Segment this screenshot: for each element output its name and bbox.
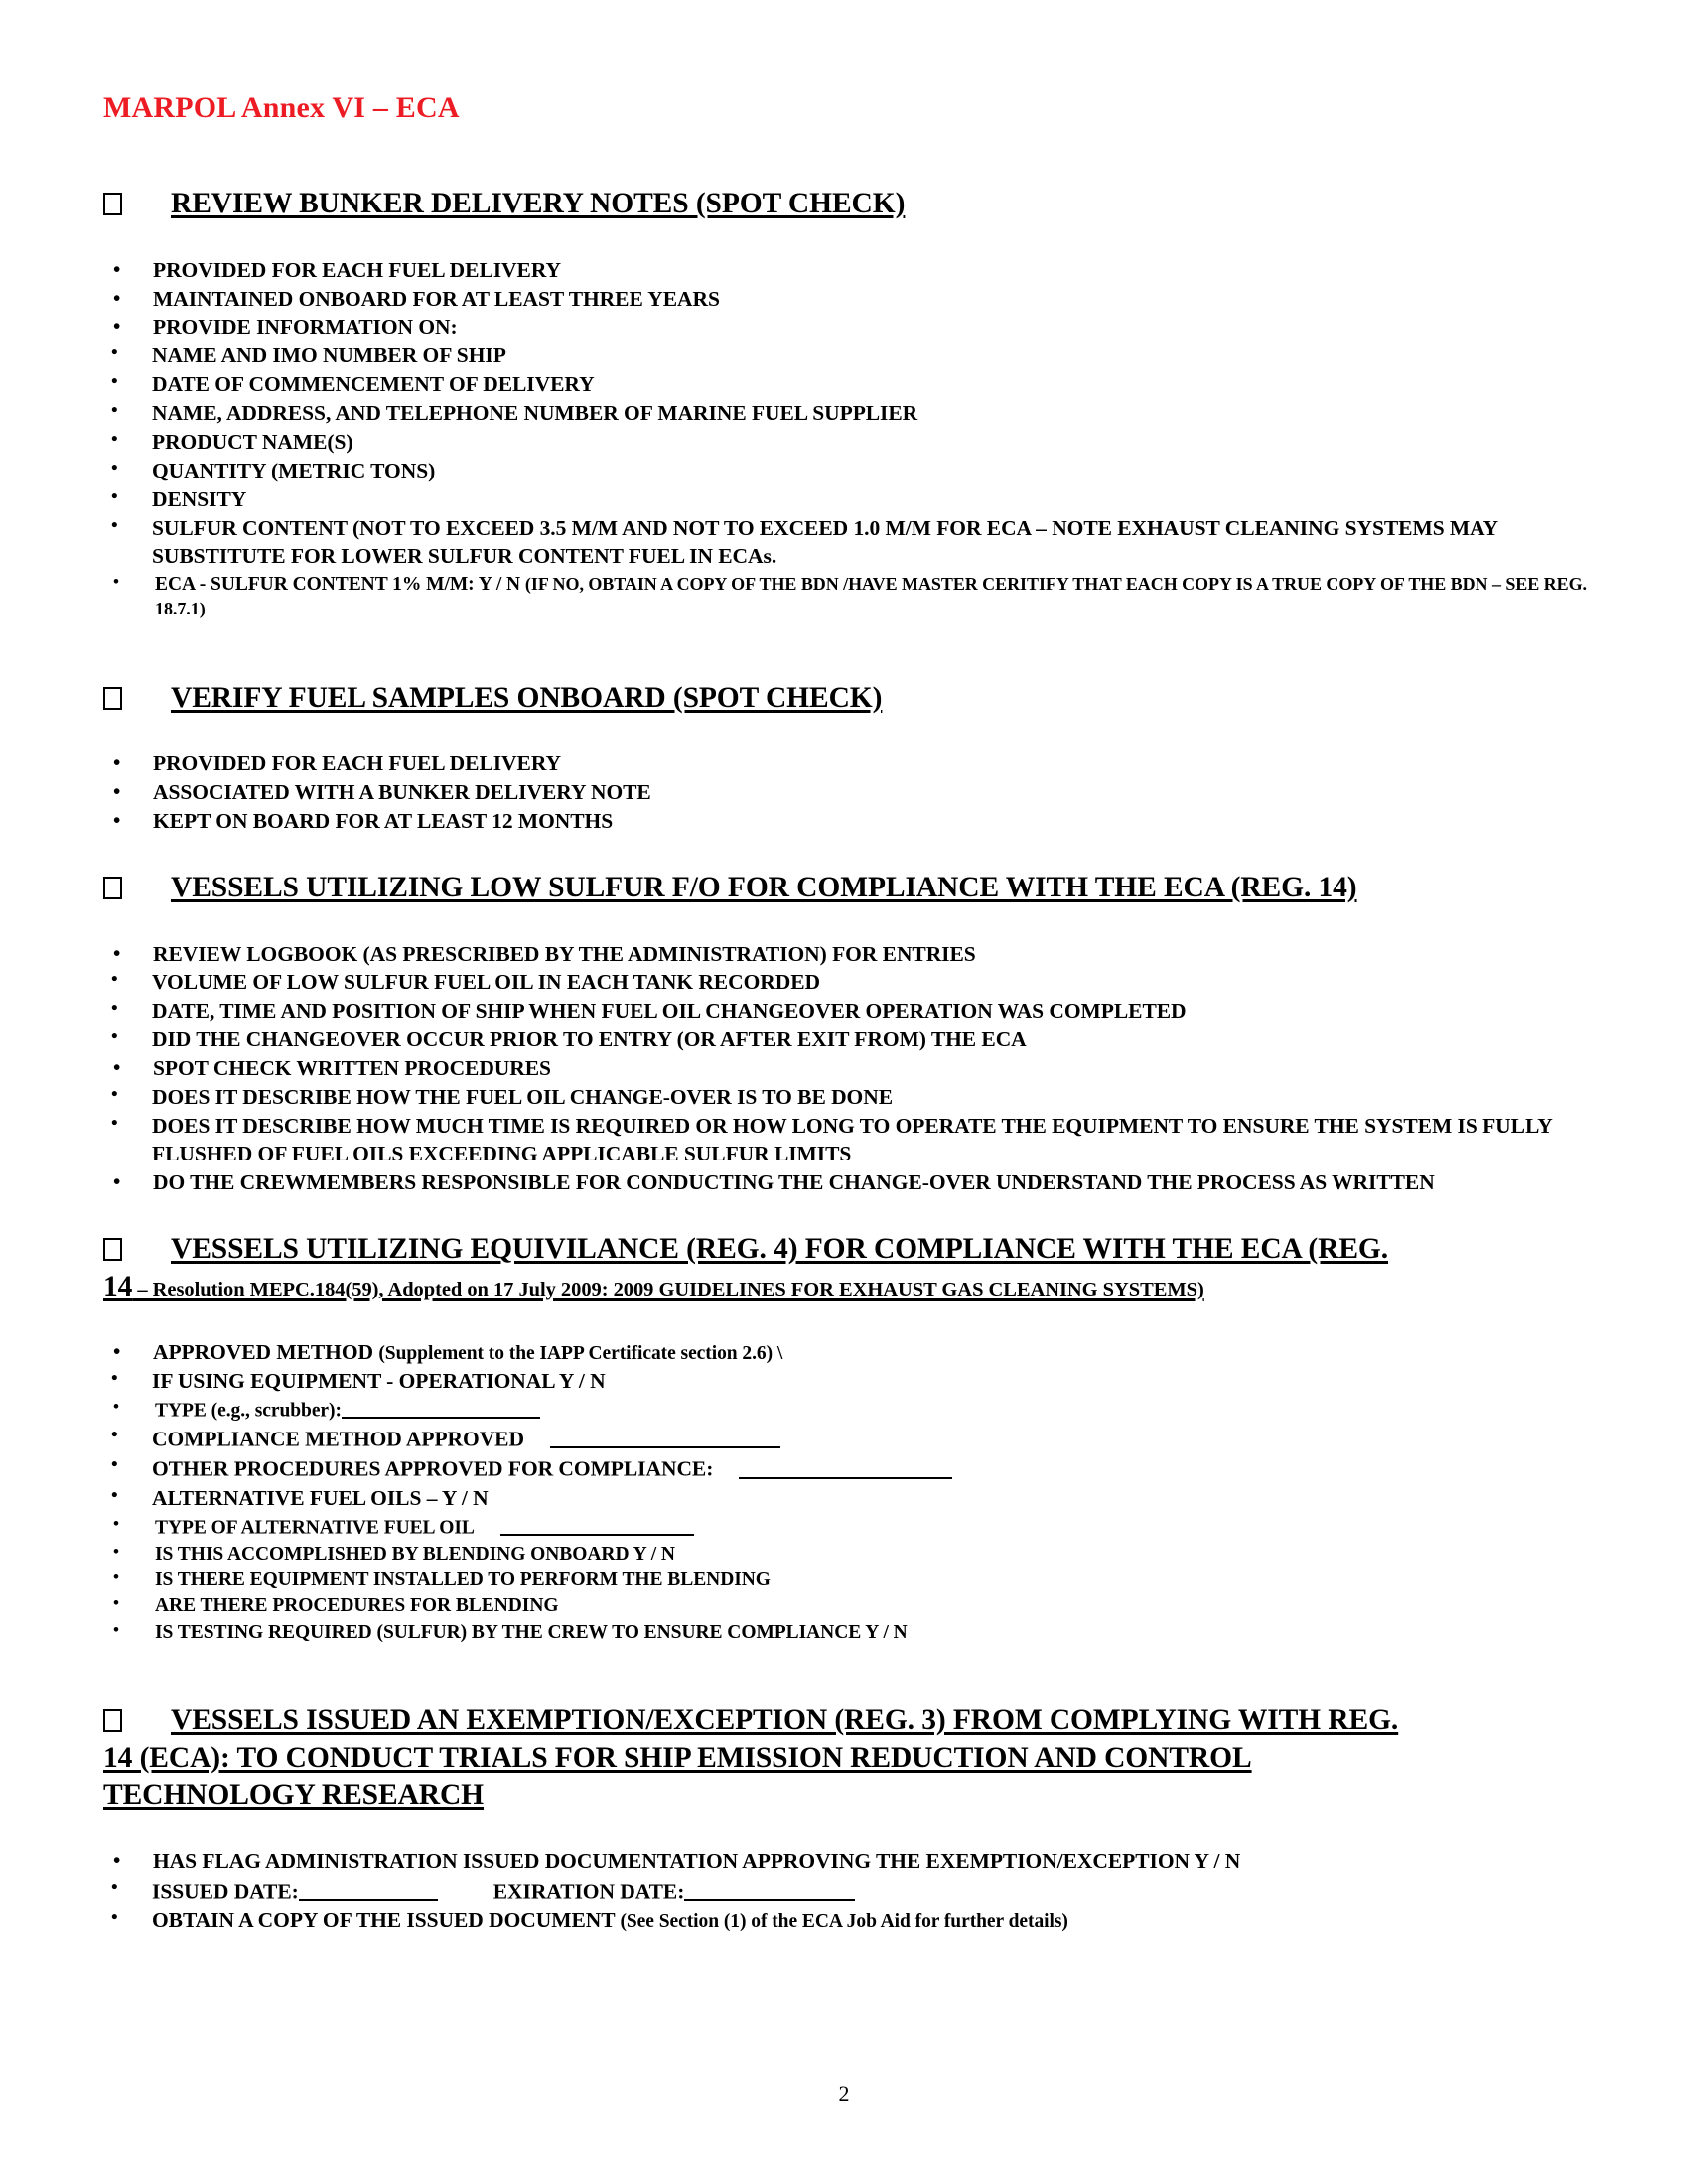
list-item: • DOES IT DESCRIBE HOW MUCH TIME IS REQUIRED OR HOW LONG TO OPERATE THE EQUIPMENT TO ENSURE THE SYSTEM IS FULLY FLUSHED OF FUEL OILS EXCEEDING APPLICABLE SULFUR LIMITS: [103, 1113, 1611, 1168]
empty-checkbox-icon[interactable]: [103, 877, 122, 899]
list-item: • MAINTAINED ONBOARD FOR AT LEAST THREE YEARS: [103, 286, 1611, 314]
list-item: • QUANTITY (METRIC TONS): [103, 458, 1611, 485]
section-4-subsubsublist: [103, 1568, 1611, 1645]
section-5-list: [103, 1848, 1611, 1935]
list-item: • ALTERNATIVE FUEL OILS – Y / N: [103, 1485, 1611, 1513]
empty-checkbox-icon[interactable]: [103, 687, 122, 710]
list-item-text: OBTAIN A COPY OF THE ISSUED DOCUMENT: [152, 1908, 621, 1933]
list-item: • PROVIDE INFORMATION ON:: [103, 314, 1611, 341]
empty-checkbox-icon[interactable]: [103, 193, 122, 215]
list-item: [103, 1907, 1611, 1935]
heading-reg-number: 14: [103, 1270, 133, 1302]
section-4-subsublist-a: [103, 1397, 1611, 1424]
list-item: [103, 1514, 1611, 1541]
list-item-text: OTHER PROCEDURES APPROVED FOR COMPLIANCE:: [152, 1456, 714, 1481]
list-item: • REVIEW LOGBOOK (AS PRESCRIBED BY THE ADMINISTRATION) FOR ENTRIES: [103, 941, 1611, 969]
type-fill-in-blank[interactable]: [342, 1397, 540, 1419]
list-item-note: (e.g., scrubber):: [211, 1400, 342, 1422]
section-heading-vessels-low-sulfur-fo: [103, 870, 1611, 906]
list-item: • KEPT ON BOARD FOR AT LEAST 12 MONTHS: [103, 808, 1611, 836]
list-item: • NAME, ADDRESS, AND TELEPHONE NUMBER OF MARINE FUEL SUPPLIER: [103, 400, 1611, 428]
list-item: • DID THE CHANGEOVER OCCUR PRIOR TO ENTRY (OR AFTER EXIT FROM) THE ECA: [103, 1026, 1611, 1054]
issued-date-label: ISSUED DATE:: [152, 1879, 299, 1904]
section-3-sublist-b: [103, 1084, 1611, 1168]
list-item: • DO THE CREWMEMBERS RESPONSIBLE FOR CONDUCTING THE CHANGE-OVER UNDERSTAND THE PROCESS AS WRITTEN: [103, 1169, 1611, 1197]
section-heading-text: VESSELS UTILIZING EQUIVILANCE (REG. 4) FOR COMPLIANCE WITH THE ECA (REG.: [171, 1232, 1389, 1265]
list-item: [103, 1877, 1611, 1907]
list-item: • ARE THERE PROCEDURES FOR BLENDING: [103, 1593, 1611, 1618]
list-item: • NAME AND IMO NUMBER OF SHIP: [103, 342, 1611, 370]
section-heading-text: REVIEW BUNKER DELIVERY NOTES (SPOT CHECK): [171, 188, 906, 219]
list-item-note: (Supplement to the IAPP Certificate section 2.6) \: [378, 1343, 783, 1365]
list-item: [103, 1425, 1611, 1454]
section-3-sublist-a: [103, 969, 1611, 1054]
list-item: • SPOT CHECK WRITTEN PROCEDURES: [103, 1055, 1611, 1083]
section-5-sublist: [103, 1877, 1611, 1935]
section-1-sublist: [103, 342, 1611, 621]
other-procedures-fill-in-blank[interactable]: [739, 1454, 952, 1479]
section-heading-text: VESSELS ISSUED AN EXEMPTION/EXCEPTION (REG. 3) FROM COMPLYING WITH REG.: [171, 1704, 1399, 1736]
section-heading-review-bunker-delivery-notes: [103, 186, 1611, 222]
page-number: 2: [838, 2081, 850, 2106]
section-heading-continuation: [103, 1269, 1611, 1305]
list-item: • HAS FLAG ADMINISTRATION ISSUED DOCUMENTATION APPROVING THE EXEMPTION/EXCEPTION Y / N: [103, 1848, 1611, 1876]
list-item: • DOES IT DESCRIBE HOW THE FUEL OIL CHANGE-OVER IS TO BE DONE: [103, 1084, 1611, 1112]
section-heading-vessels-exemption-exception: [103, 1703, 1611, 1814]
section-3-list: [103, 941, 1611, 1197]
list-item: [103, 1339, 1611, 1367]
list-item-text: APPROVED METHOD: [153, 1340, 379, 1365]
list-item: [103, 572, 1611, 622]
list-item: • PROVIDED FOR EACH FUEL DELIVERY: [103, 751, 1611, 778]
section-heading-verify-fuel-samples-onboard: [103, 680, 1611, 717]
alternative-fuel-oil-fill-in-blank[interactable]: [500, 1514, 694, 1536]
list-item: • IS THERE EQUIPMENT INSTALLED TO PERFORM THE BLENDING: [103, 1568, 1611, 1592]
section-1-list: [103, 257, 1611, 622]
list-item: • PROVIDED FOR EACH FUEL DELIVERY: [103, 257, 1611, 285]
list-item: • IS TESTING REQUIRED (SULFUR) BY THE CREW TO ENSURE COMPLIANCE Y / N: [103, 1620, 1611, 1645]
list-item: [103, 1397, 1611, 1424]
issued-date-fill-in-blank[interactable]: [299, 1877, 438, 1902]
list-item-text: ECA - SULFUR CONTENT 1% M/M: Y / N: [155, 573, 525, 595]
section-heading-text: VESSELS UTILIZING LOW SULFUR F/O FOR COMPLIANCE WITH THE ECA (REG. 14): [171, 871, 1357, 903]
list-item: • IF USING EQUIPMENT - OPERATIONAL Y / N: [103, 1368, 1611, 1396]
expiration-date-label: EXIRATION DATE:: [492, 1879, 685, 1904]
list-item: • VOLUME OF LOW SULFUR FUEL OIL IN EACH TANK RECORDED: [103, 969, 1611, 997]
section-heading-line3: TECHNOLOGY RESEARCH: [103, 1779, 485, 1812]
list-item-note: (See Section (1) of the ECA Job Aid for further details): [620, 1911, 1068, 1933]
empty-checkbox-icon[interactable]: [103, 1238, 122, 1261]
list-item: • DATE, TIME AND POSITION OF SHIP WHEN FUEL OIL CHANGEOVER OPERATION WAS COMPLETED: [103, 998, 1611, 1025]
section-2-list: [103, 751, 1611, 836]
section-4-sublist: [103, 1368, 1611, 1645]
section-heading-line2: 14 (ECA): TO CONDUCT TRIALS FOR SHIP EMISSION REDUCTION AND CONTROL: [103, 1741, 1252, 1774]
list-item: • DATE OF COMMENCEMENT OF DELIVERY: [103, 371, 1611, 399]
list-item-text: TYPE: [155, 1400, 211, 1422]
list-item: [103, 1454, 1611, 1484]
list-item: • IS THIS ACCOMPLISHED BY BLENDING ONBOARD Y / N: [103, 1542, 1611, 1567]
list-item: • SULFUR CONTENT (NOT TO EXCEED 3.5 M/M AND NOT TO EXCEED 1.0 M/M FOR ECA – NOTE EXHAUST CLEANING SYSTEMS MAY SUBSTITUTE FOR LOWER SULFUR CONTENT FUEL IN ECAs.: [103, 515, 1611, 571]
list-item-text: COMPLIANCE METHOD APPROVED: [152, 1427, 524, 1451]
expiration-date-fill-in-blank[interactable]: [684, 1877, 855, 1902]
section-heading-text: VERIFY FUEL SAMPLES ONBOARD (SPOT CHECK): [171, 681, 883, 714]
list-item: • DENSITY: [103, 486, 1611, 514]
compliance-method-fill-in-blank[interactable]: [550, 1425, 780, 1449]
list-item-text: TYPE OF ALTERNATIVE FUEL OIL: [155, 1517, 475, 1539]
list-item: • ASSOCIATED WITH A BUNKER DELIVERY NOTE: [103, 779, 1611, 807]
section-1-subsublist: [103, 572, 1611, 622]
section-4-subsublist-b: [103, 1514, 1611, 1645]
list-item-note: (IF NO, OBTAIN A COPY OF THE BDN /HAVE MASTER CERITIFY THAT EACH COPY IS A TRUE COPY OF THE BDN – SEE REG. 18.7.1): [155, 573, 1587, 619]
empty-checkbox-icon[interactable]: [103, 1709, 122, 1732]
list-item: • PRODUCT NAME(S): [103, 429, 1611, 457]
heading-resolution-note: – Resolution MEPC.184(59), Adopted on 17 July 2009: 2009 GUIDELINES FOR EXHAUST GAS CLEANING SYSTEMS): [132, 1278, 1204, 1300]
section-4-list: [103, 1339, 1611, 1645]
document-header-title: MARPOL Annex VI – ECA: [103, 91, 460, 124]
section-heading-vessels-equivilance: [103, 1231, 1611, 1304]
